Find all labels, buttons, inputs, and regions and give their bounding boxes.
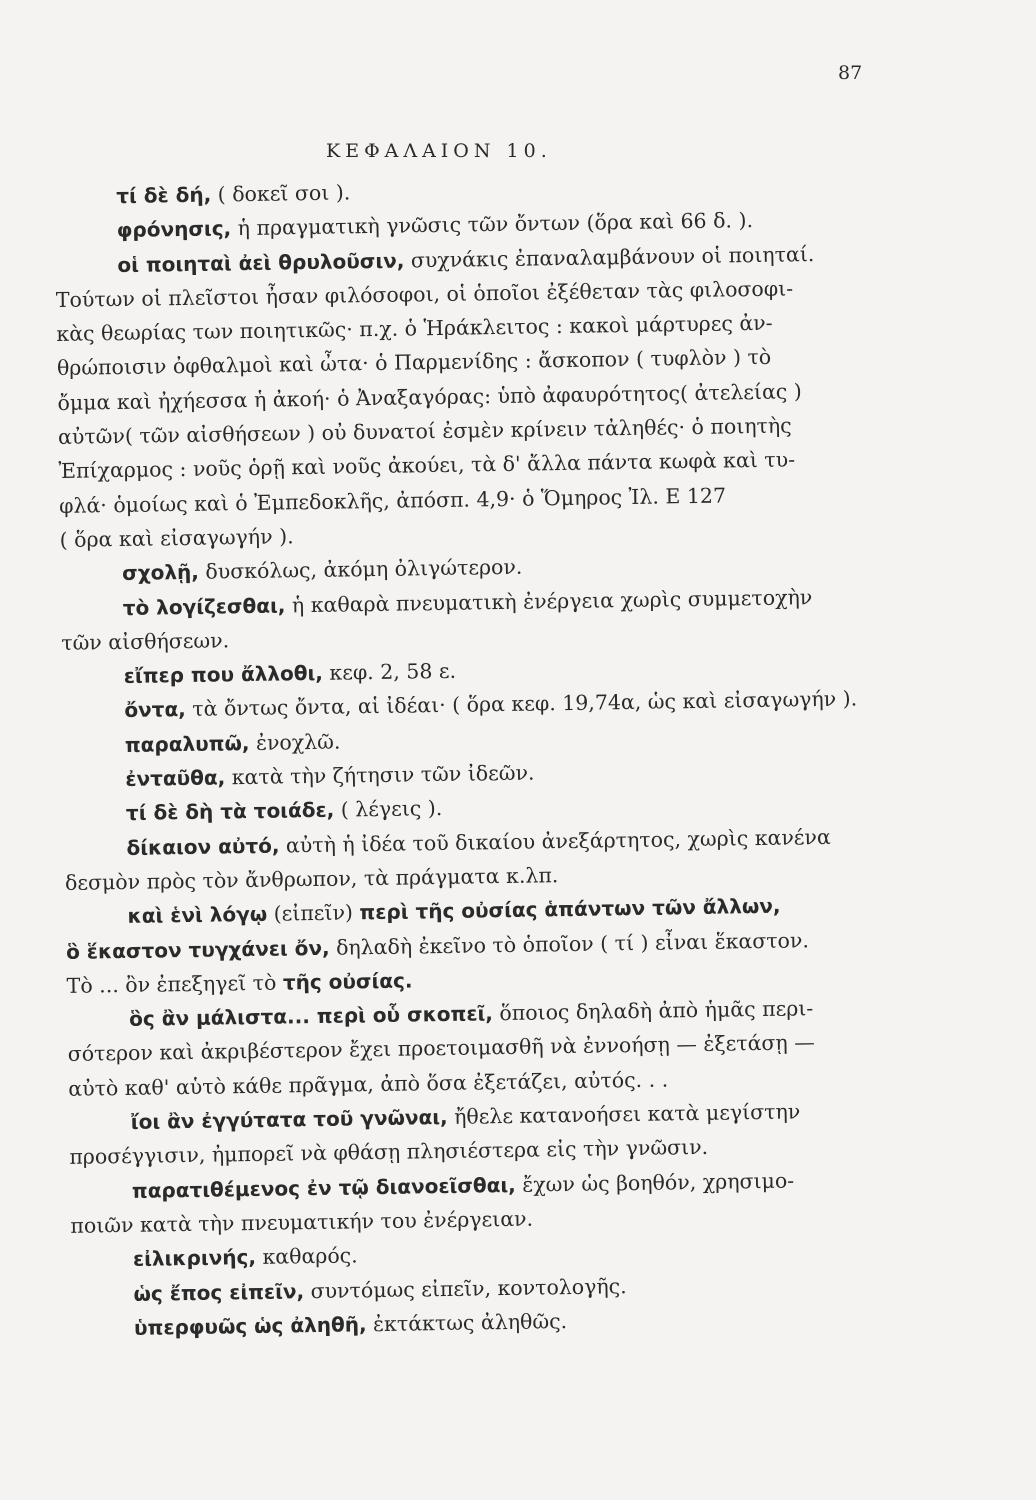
lemma-term: ὑπερφυῶς ὡς ἀληθῆ, (133, 1312, 367, 1340)
gloss-text: κατὰ τὴν ζήτησιν τῶν ἰδεῶν. (225, 760, 535, 790)
gloss-text: προσέγγισιν, ἠμπορεῖ νὰ φθάσῃ πλησιέστερα εἰς τὴν γνῶσιν. (69, 1135, 709, 1170)
gloss-text: ὄμμα καὶ ἠχήεσσα ἡ ἀκοή· ὁ Ἀναξαγόρας: ὑπὸ ἀφαυρότητος( ἀτελείας ) (57, 379, 803, 415)
lemma-term: ὡς ἔπος εἰπεῖν, (133, 1278, 305, 1306)
gloss-text: Τούτων οἱ πλεῖστοι ἦσαν φιλόσοφοι, οἱ ὁποῖοι ἐξέθεταν τὰς φιλοσοφι- (55, 276, 794, 312)
lemma-term: ἐνταῦθα, (125, 765, 226, 791)
gloss-text: δηλαδὴ ἐκεῖνο τὸ ὁποῖον ( τί ) εἶναι ἕκαστον. (329, 927, 810, 960)
lemma-term: δίκαιον αὐτό, (126, 833, 280, 860)
gloss-text: (εἰπεῖν) (266, 900, 360, 926)
lemma-term: εἴπερ που ἄλλοθι, (123, 660, 324, 689)
gloss-text: ἐκτάκτως ἀληθῶς. (366, 1308, 568, 1337)
lemma-term: ἴοι ἂν ἐγγύτατα τοῦ γνῶναι, (130, 1104, 448, 1134)
lemma-term: εἰλικρινής, (132, 1245, 257, 1272)
gloss-text: σότερον καὶ ἀκριβέστερον ἔχει προετοιμασθῆ νὰ ἐννοήσῃ — ἐξετάσῃ — (67, 1030, 815, 1067)
gloss-text: Τὸ ... ὂν (66, 972, 151, 998)
gloss-text: τὰ ὄντως ὄντα, αἱ ἰδέαι· ( ὅρα κεφ. 19,74α, ὡς καὶ εἰσαγωγήν ). (185, 686, 858, 722)
lemma-term: ὃ ἕκαστον τυγχάνει ὄν, (65, 935, 330, 964)
gloss-text: ( λέγεις ). (334, 796, 443, 823)
gloss-text: ( ὅρα καὶ εἰσαγωγήν ). (59, 524, 294, 552)
gloss-text: τῶν αἰσθήσεων. (61, 628, 230, 655)
lemma-term: καὶ ἑνὶ λόγῳ (127, 901, 268, 929)
chapter-title: ΚΕΦΑΛΑΙΟΝ 10. (326, 140, 552, 162)
lemma-term: παρατιθέμενος ἐν τῷ διανοεῖσθαι, (131, 1172, 516, 1203)
gloss-text: ἐνοχλῶ. (249, 729, 341, 755)
lemma-term: οἱ ποιηταὶ ἀεὶ θρυλοῦσιν, (117, 248, 405, 277)
gloss-text: ὅποιος δηλαδὴ ἀπὸ ἡμᾶς περι- (492, 996, 814, 1026)
gloss-text: αὐτῶν( τῶν αἰσθήσεων ) οὐ δυνατοί ἐσμὲν κρίνειν τἀληθές· ὁ ποιητὴς (57, 413, 792, 450)
gloss-text: ἡ πραγματικὴ γνῶσις τῶν ὄντων (ὅρα καὶ 66 δ. ). (230, 208, 754, 241)
gloss-text: ἐπεξηγεῖ τὸ (149, 970, 284, 997)
gloss-text: Ἐπίχαρμος : νοῦς ὁρῇ καὶ νοῦς ἀκούει, τὰ δ' ἄλλα πάντα κωφὰ καὶ τυ- (58, 447, 796, 484)
gloss-text: κὰς θεωρίας των ποιητικῶς· π.χ. ὁ Ἡράκλειτος : κακοὶ μάρτυρες ἀν- (56, 310, 773, 347)
gloss-text: ἡ καθαρὰ πνευματικὴ ἐνέργεια χωρὶς συμμετοχὴν (285, 584, 813, 617)
gloss-text: φλά· ὁμοίως καὶ ὁ Ἐμπεδοκλῆς, ἀπόσπ. 4,9· ὁ Ὅμηρος Ἰλ. Ε 127 (58, 483, 727, 518)
gloss-text: θρώποισιν ὀφθαλμοὶ καὶ ὦτα· ὁ Παρμενίδης : ἄσκοπον ( τυφλὸν ) τὸ (56, 345, 772, 381)
lemma-term: ὄντα, (124, 697, 186, 723)
lemma-term: τί δὲ δὴ τὰ τοιάδε, (125, 798, 335, 826)
gloss-text: καθαρός. (255, 1243, 358, 1270)
gloss-text: συχνάκις ἐπαναλαμβάνουν οἱ ποιηταί. (404, 241, 815, 273)
gloss-text: κεφ. 2, 58 ε. (322, 658, 457, 685)
commentary-text (54, 167, 924, 1346)
gloss-text: δεσμὸν πρὸς τὸν ἄνθρωπον, τὰ πράγματα κ.λπ. (64, 863, 559, 895)
lemma-term: παραλυπῶ, (124, 730, 250, 757)
page-number: 87 (838, 62, 863, 84)
lemma-term: τῆς οὐσίας. (282, 968, 413, 995)
lemma-term: περὶ τῆς οὐσίας ἁπάντων τῶν ἄλλων, (359, 893, 781, 925)
lemma-term: τὸ λογίζεσθαι, (122, 592, 286, 620)
gloss-text: ποιῶν κατὰ τὴν πνευματικήν του ἐνέργειαν. (70, 1206, 534, 1238)
gloss-text: ἔχων ὡς βοηθόν, χρησιμο- (515, 1168, 795, 1197)
lemma-term: φρόνησις, (116, 216, 232, 243)
lemma-term: τί δὲ δή, (116, 182, 212, 209)
gloss-text: αὐτὸ καθ' αὑτὸ κάθε πρᾶγμα, ἀπὸ ὅσα ἐξετάζει, αὐτός. . . (68, 1067, 669, 1101)
gloss-text: συντόμως εἰπεῖν, κοντολογῆς. (303, 1273, 627, 1303)
gloss-text: ἤθελε κατανοήσει κατὰ μεγίστην (447, 1099, 801, 1129)
lemma-term: ὃς ἂν μάλιστα... περὶ οὗ σκοπεῖ, (128, 1001, 494, 1032)
gloss-text: δυσκόλως, ἀκόμη ὀλιγώτερον. (198, 554, 523, 585)
gloss-text: ( δοκεῖ σοι ). (210, 180, 351, 207)
gloss-text: αὐτὴ ἡ ἰδέα τοῦ δικαίου ἀνεξάρτητος, χωρὶς κανένα (279, 824, 831, 858)
lemma-term: σχολῇ, (121, 560, 200, 586)
